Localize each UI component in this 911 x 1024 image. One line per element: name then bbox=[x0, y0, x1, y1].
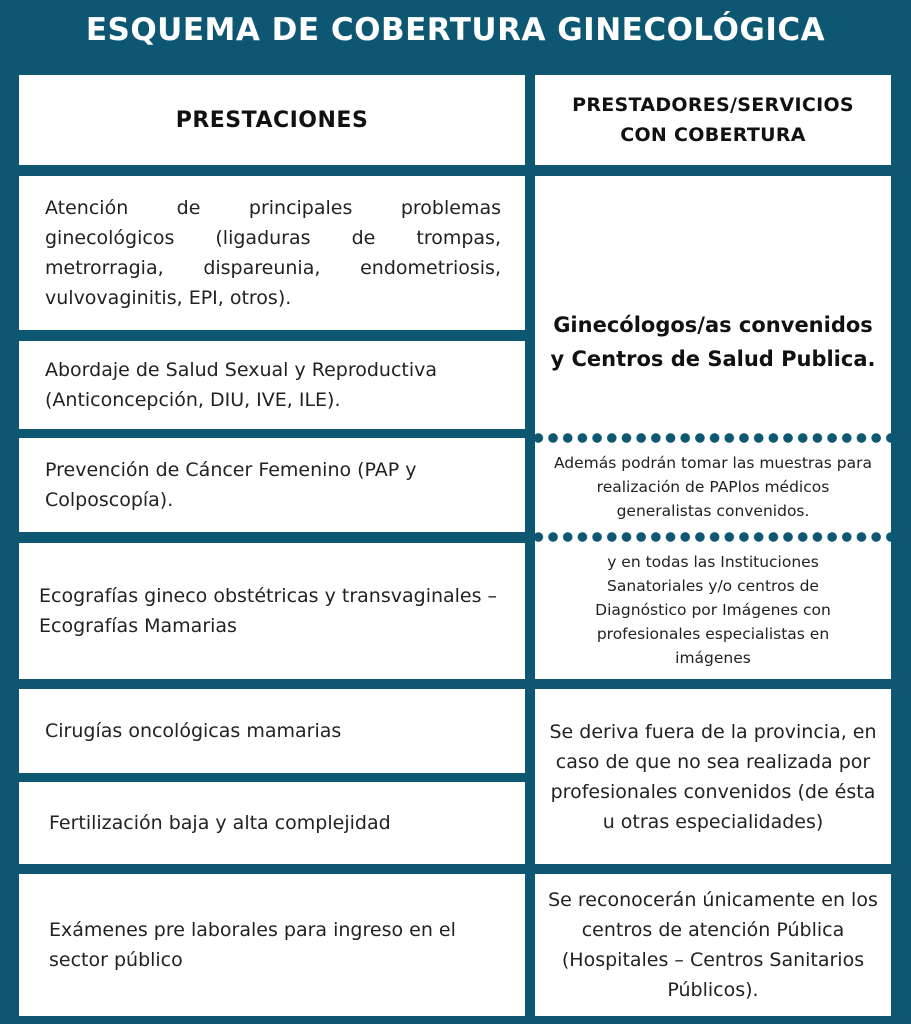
prestacion-salud-sexual bbox=[19, 341, 525, 429]
page-title: ESQUEMA DE COBERTURA GINECOLÓGICA bbox=[85, 12, 826, 48]
prestacion-fertilizacion bbox=[19, 782, 525, 864]
prestacion-text: Cirugías oncológicas mamarias bbox=[45, 720, 342, 742]
prestadores-main: Ginecólogos/as convenidos y Centros de Salud Publica. bbox=[550, 313, 876, 371]
header-prestadores-line1: PRESTADORES/SERVICIOS bbox=[572, 94, 854, 116]
prestacion-text: Fertilización baja y alta complejidad bbox=[49, 812, 391, 834]
header-prestadores-line2: CON COBERTURA bbox=[620, 124, 806, 146]
prestadores-publico bbox=[535, 874, 891, 1016]
prestadores-derivacion bbox=[535, 689, 891, 864]
header-prestaciones-label: PRESTACIONES bbox=[175, 107, 369, 133]
dotted-separator bbox=[531, 433, 895, 443]
prestacion-examenes bbox=[19, 874, 525, 1016]
prestacion-text: Ecografías gineco obstétricas y transvaginales – Ecografías Mamarias bbox=[39, 585, 498, 637]
prestacion-atencion bbox=[19, 176, 525, 330]
header-prestaciones bbox=[19, 75, 525, 165]
prestacion-text: Exámenes pre laborales para ingreso en el sector público bbox=[49, 919, 456, 971]
prestacion-ecografias bbox=[19, 543, 525, 679]
prestacion-text: Atención de principales problemas ginecológicos (ligaduras de trompas, metrorragia, dispareunia, endometriosis, vulvovaginitis, EPI, otros). bbox=[45, 197, 501, 309]
prestadores-imagenes-note: y en todas las Instituciones Sanatoriales y/o centros de Diagnóstico por Imágenes con profesionales especialistas en imágenes bbox=[595, 553, 831, 667]
prestadores-pap-note: Además podrán tomar las muestras para realización de PAPlos médicos generalistas convenidos. bbox=[553, 454, 873, 520]
prestacion-prevencion-cancer bbox=[19, 438, 525, 532]
dotted-separator bbox=[531, 532, 895, 542]
prestacion-text: Prevención de Cáncer Femenino (PAP y Colposcopía). bbox=[45, 459, 417, 511]
prestadores-derivacion-text: Se deriva fuera de la provincia, en caso de que no sea realizada por profesionales convenidos (de ésta u otras especialidades) bbox=[549, 720, 877, 833]
prestacion-text: Abordaje de Salud Sexual y Reproductiva (Anticoncepción, DIU, IVE, ILE). bbox=[45, 359, 438, 411]
prestadores-publico-text: Se reconocerán únicamente en los centros de atención Pública (Hospitales – Centros Sanitarios Públicos). bbox=[548, 889, 878, 1001]
prestacion-cirugias bbox=[19, 689, 525, 773]
prestadores-ginecologos-block bbox=[535, 176, 891, 679]
header-prestadores bbox=[535, 75, 891, 165]
